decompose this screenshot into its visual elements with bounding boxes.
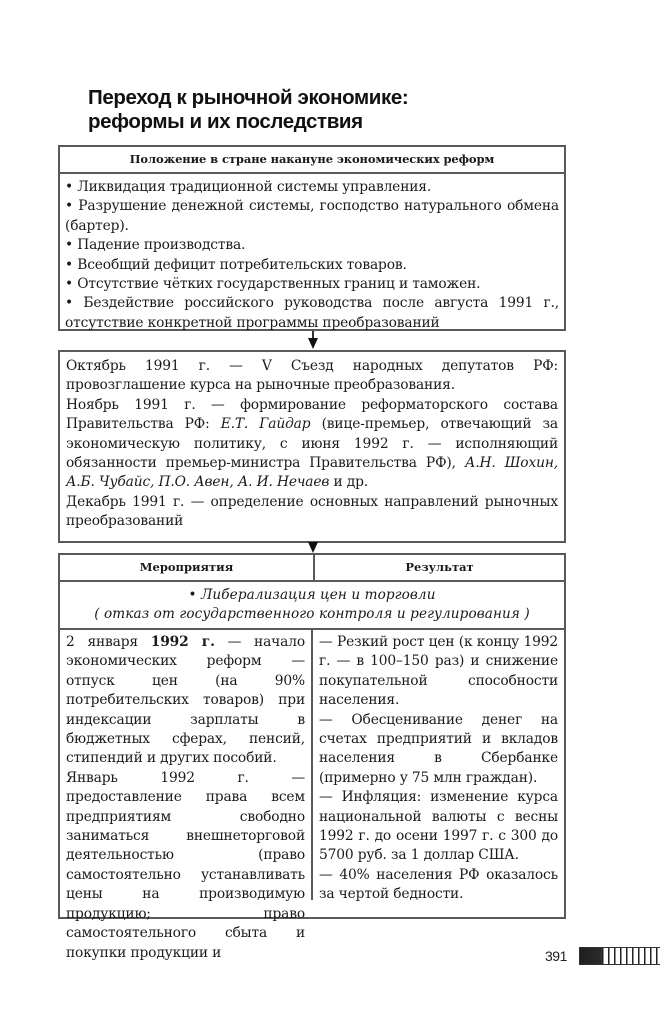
section-price-liberalization bbox=[60, 582, 564, 630]
page-footer bbox=[545, 945, 660, 967]
list-item: • Падение производства. bbox=[65, 237, 246, 254]
page-title-line-1: Переход к рыночной экономике: bbox=[88, 86, 409, 109]
results-cell bbox=[313, 630, 564, 903]
page-thumb-index-bar bbox=[579, 947, 660, 965]
person-name-gaidar: Е.Т. Гайдар bbox=[220, 416, 311, 433]
page-number: 391 bbox=[545, 948, 567, 964]
result-item: — Обесценивание денег на счетах предприятий и вкладов населения в Сбербанке (примерно у 75 млн граждан). bbox=[319, 711, 558, 786]
person-names-team: А.Н. Шохин, А.Б. Чубайс, П.О. Авен, А. И. Нечаев bbox=[66, 455, 558, 491]
chronology-december-1991: Декабрь 1991 г. — определение основных направлений рыночных преобразований bbox=[66, 493, 558, 530]
result-item: — 40% населения РФ оказалось за чертой бедности. bbox=[319, 866, 558, 903]
page-title-line-2: реформы и их последствия bbox=[88, 110, 363, 133]
result-item: — Инфляция: изменение курса национальной валюты с весны 1992 г. до осени 1997 г. с 300 до 5700 руб. за 1 доллар США. bbox=[319, 789, 558, 864]
chronology-october-1991: Октябрь 1991 г. — V Съезд народных депутатов РФ: провозглашение курса на рыночные преобразования. bbox=[66, 358, 558, 394]
chronology-november-1991: Ноябрь 1991 г. — формирование реформаторского состава Правительства РФ: Е.Т. Гайдар (вице-премьер, отвечающий за экономическую политику, с июня 1992 г. — исполняющий обязанности премьер-министра Правительства РФ), А.Н. Шохин, А.Б. Чубайс, П.О. Авен, А. И. Нечаев и др. bbox=[66, 396, 558, 491]
reform-chronology-box bbox=[58, 350, 566, 543]
list-item: • Всеобщий дефицит потребительских товаров. bbox=[65, 256, 407, 273]
pre-reform-situation-box bbox=[58, 145, 566, 331]
pre-reform-situation-list bbox=[60, 174, 564, 333]
page-title bbox=[88, 86, 568, 134]
section-title: • Либерализация цен и торговли bbox=[188, 587, 436, 603]
list-item: • Разрушение денежной системы, господство натурального обмена (бартер). bbox=[65, 198, 559, 234]
table-header-row bbox=[60, 555, 564, 582]
pre-reform-situation-header: Положение в стране накануне экономических реформ bbox=[60, 147, 564, 174]
list-item: • Бездействие российского руководства после августа 1991 г., отсутствие конкретной программы преобразований bbox=[65, 295, 559, 331]
column-header-measures: Мероприятия bbox=[60, 555, 315, 580]
measure-jan-1992: Январь 1992 г. — предоставление права всем предприятиям свободно заниматься внешнеторговой деятельностью (право самостоятельно устанавливать цены на производимую продукцию; право самостоятельного сбыта и покупки продукции и bbox=[66, 769, 305, 961]
column-header-result: Результат bbox=[405, 560, 474, 574]
reform-chronology-content bbox=[60, 352, 564, 532]
section-subtitle: ( отказ от государственного контроля и регулирования ) bbox=[94, 606, 530, 622]
list-item: • Отсутствие чётких государственных границ и таможен. bbox=[65, 276, 481, 293]
list-item: • Ликвидация традиционной системы управления. bbox=[65, 179, 432, 195]
measures-cell bbox=[60, 630, 313, 961]
result-item: — Резкий рост цен (к концу 1992 г. — в 100–150 раз) и снижение покупательной способности населения. bbox=[319, 634, 558, 709]
measure-jan-2-1992: 2 января 1992 г. — начало экономических реформ — отпуск цен (на 90% потребительских товаров) при индексации зарплаты в бюджетных сферах, пенсий, стипендий и других пособий. bbox=[66, 634, 305, 767]
